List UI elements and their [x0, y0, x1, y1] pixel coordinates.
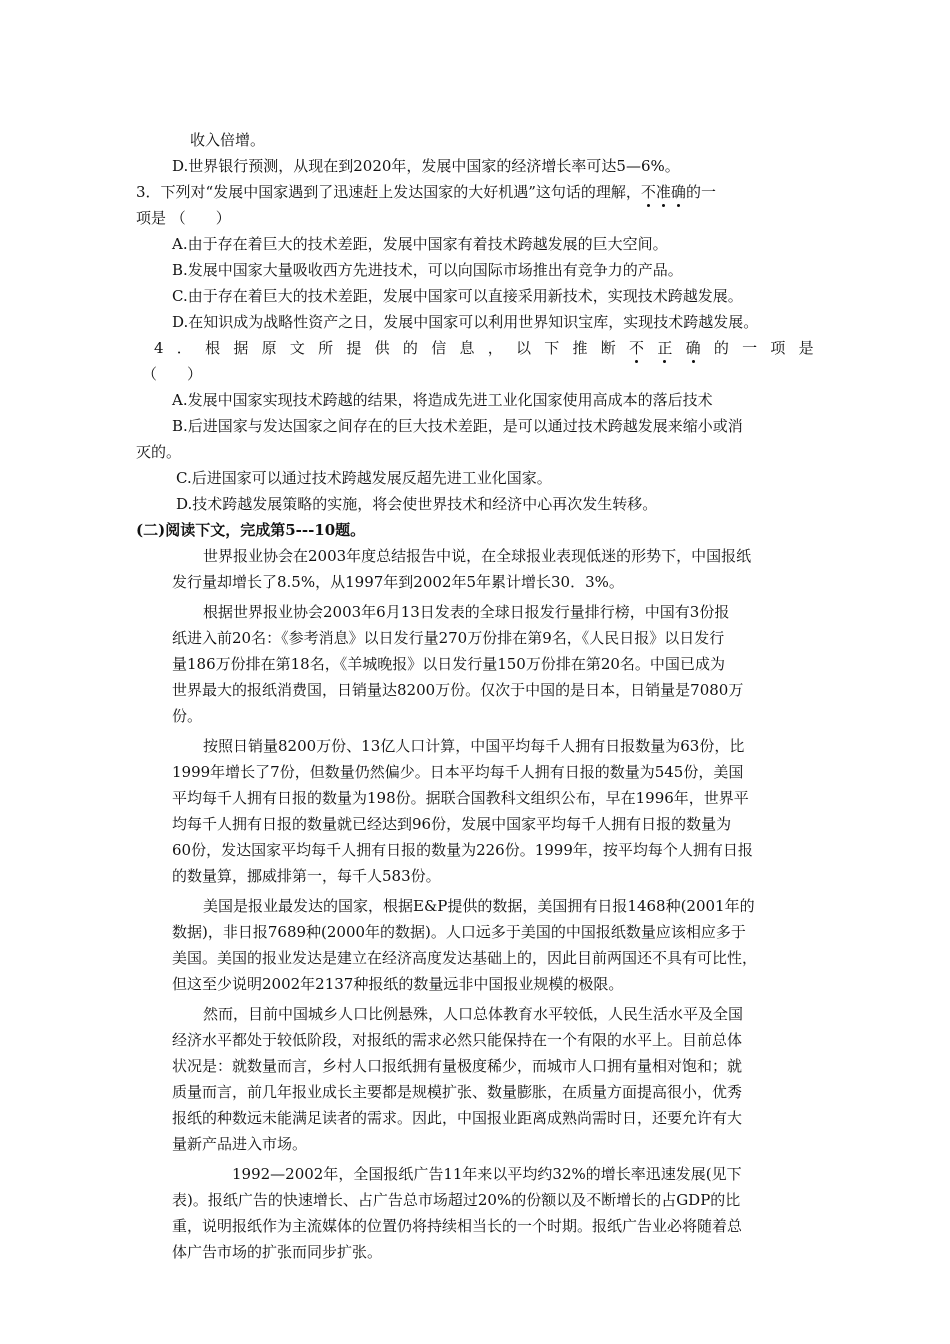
q4-stem-char: 原 — [261, 339, 277, 357]
passage-p1-line: 世界报业协会在2003年度总结报告中说，在全球报业表现低迷的形势下，中国报纸 — [203, 547, 752, 565]
passage-p3-line: 60份，发达国家平均每千人拥有日报的数量为226份。1999年，按平均每个人拥有日报 — [172, 841, 753, 859]
passage-p3-line: 按照日销量8200万份、13亿人口计算，中国平均每千人拥有日报数量为63份，比 — [203, 737, 745, 755]
q4-emphasis-char: 正 — [657, 336, 672, 360]
passage-p3-line: 平均每千人拥有日报的数量为198份。据联合国教科文组织公布，早在1996年，世界平 — [172, 789, 749, 807]
q3-option-b: B.发展中国家大量吸收西方先进技术，可以向国际市场推出有竞争力的产品。 — [172, 261, 683, 279]
q4-stem-char: ， — [487, 339, 503, 357]
q4-option-b-continuation: 灭的。 — [136, 443, 182, 461]
q4-emphasis-char: 不 — [629, 336, 644, 360]
passage-p3-line: 的数量算，挪威排第一，每千人583份。 — [172, 867, 441, 885]
q3-emphasis-char: 确 — [671, 180, 686, 204]
q2-option-c-continuation: 收入倍增。 — [190, 131, 266, 149]
passage-p3-line: 均每千人拥有日报的数量就已经达到96份，发展中国家平均每千人拥有日报的数量为 — [172, 815, 732, 833]
passage-p2-line: 纸进入前20名：《参考消息》以日发行量270万份排在第9名，《人民日报》以日发行 — [172, 629, 725, 647]
q4-stem-char: 根 — [205, 339, 221, 357]
q4-stem-char: 所 — [318, 339, 334, 357]
q4-stem-char: 提 — [346, 339, 362, 357]
q3-option-c: C.由于存在着巨大的技术差距，发展中国家可以直接采用新技术，实现技术跨越发展。 — [172, 287, 743, 305]
q4-stem-char: 断 — [600, 339, 616, 357]
passage-p6-line: 体广告市场的扩张而同步扩张。 — [172, 1243, 383, 1261]
q4-stem-char: 下 — [544, 339, 560, 357]
section-heading: (二)阅读下文，完成第5---10题。 — [136, 521, 366, 539]
q4-stem-char: 是 — [798, 339, 814, 357]
q4-stem-char: 的 — [713, 339, 729, 357]
q4-stem-char: 文 — [289, 339, 305, 357]
passage-p2-line: 份。 — [172, 707, 203, 725]
q3-stem-text-end: 的一 — [685, 183, 716, 201]
passage-p3-line: 1999年增长了7份，但数量仍然偏少。日本平均每千人拥有日报的数量为545份，美国 — [172, 763, 744, 781]
passage-p5-line: 质量而言，前几年报业成长主要都是规模扩张、数量膨胀，在质量方面提高很小，优秀 — [172, 1083, 743, 1101]
q3-option-a: A.由于存在着巨大的技术差距，发展中国家有着技术跨越发展的巨大空间。 — [172, 235, 668, 253]
q4-option-d: D.技术跨越发展策略的实施，将会使世界技术和经济中心再次发生转移。 — [176, 495, 658, 513]
passage-p5-line: 然而，目前中国城乡人口比例悬殊，人口总体教育水平较低，人民生活水平及全国 — [203, 1005, 744, 1023]
q4-stem-char: 息 — [459, 339, 475, 357]
q4-stem-char: ． — [176, 339, 192, 357]
q4-stem-char: 的 — [402, 339, 418, 357]
passage-p6-line: 1992—2002年，全国报纸广告11年来以平均约32%的增长率迅速发展(见下 — [232, 1165, 742, 1183]
passage-p2-line: 根据世界报业协会2003年6月13日发表的全球日报发行量排行榜，中国有3份报 — [203, 603, 730, 621]
q4-answer-paren: （ ） — [142, 365, 203, 383]
passage-p4-line: 数据)，非日报7689种(2000年的数据)。人口远多于美国的中国报纸数量应该相应多于 — [172, 923, 746, 941]
q3-emphasis-char: 不 — [641, 180, 656, 204]
q4-stem-char: 4 — [154, 339, 164, 357]
passage-p2-line: 量186万份排在第18名，《羊城晚报》以日发行量150万份排在第20名。中国已成为 — [172, 655, 725, 673]
q4-stem-char: 推 — [572, 339, 588, 357]
passage-p5-line: 经济水平都处于较低阶段，对报纸的需求必然只能保持在一个有限的水平上。目前总体 — [172, 1031, 743, 1049]
passage-p4-line: 美国。美国的报业发达是建立在经济高度发达基础上的，因此目前两国还不具有可比性， — [172, 949, 758, 967]
q4-stem-char: 以 — [515, 339, 531, 357]
passage-p6-line: 重，说明报纸作为主流媒体的位置仍将持续相当长的一个时期。报纸广告业必将随着总 — [172, 1217, 743, 1235]
q3-stem-continuation: 项是 （ ） — [136, 209, 231, 227]
q4-stem-char: 供 — [374, 339, 390, 357]
q3-emphasis-char: 准 — [656, 180, 671, 204]
q3-option-d: D.在知识成为战略性资产之日，发展中国家可以利用世界知识宝库，实现技术跨越发展。 — [172, 313, 759, 331]
q3-stem-text: 3．下列对“发展中国家遇到了迅速赶上发达国家的大好机遇”这句话的理解， — [136, 183, 641, 201]
q2-option-d: D.世界银行预测，从现在到2020年，发展中国家的经济增长率可达5—6%。 — [172, 157, 680, 175]
q4-stem-char: 一 — [742, 339, 758, 357]
q4-stem — [154, 336, 814, 360]
passage-p2-line: 世界最大的报纸消费国，日销量达8200万份。仅次于中国的是日本，日销量是7080万 — [172, 681, 744, 699]
passage-p5-line: 状况是：就数量而言，乡村人口报纸拥有量极度稀少，而城市人口拥有量相对饱和；就 — [172, 1057, 743, 1075]
q4-emphasis-char: 确 — [686, 336, 701, 360]
passage-p5-line: 量新产品进入市场。 — [172, 1135, 308, 1153]
passage-p4-line: 但这至少说明2002年2137种报纸的数量远非中国报业规模的极限。 — [172, 975, 624, 993]
passage-p5-line: 报纸的种数远未能满足读者的需求。因此，中国报业距离成熟尚需时日，还要允许有大 — [172, 1109, 743, 1127]
q4-option-a: A.发展中国家实现技术跨越的结果，将造成先进工业化国家使用高成本的落后技术 — [172, 391, 713, 409]
passage-p4-line: 美国是报业最发达的国家，根据E&P提供的数据，美国拥有日报1468种(2001年的 — [203, 897, 755, 915]
q3-stem — [136, 180, 716, 204]
q4-option-c: C.后进国家可以通过技术跨越发展反超先进工业化国家。 — [176, 469, 552, 487]
q4-stem-char: 信 — [431, 339, 447, 357]
passage-p1-line: 发行量却增长了8.5%，从1997年到2002年5年累计增长30．3%。 — [172, 573, 624, 591]
q4-option-b: B.后进国家与发达国家之间存在的巨大技术差距，是可以通过技术跨越发展来缩小或消 — [172, 417, 743, 435]
q4-stem-char: 据 — [233, 339, 249, 357]
q4-stem-char: 项 — [770, 339, 786, 357]
passage-p6-line: 表)。报纸广告的快速增长、占广告总市场超过20%的份额以及不断增长的占GDP的比 — [172, 1191, 741, 1209]
